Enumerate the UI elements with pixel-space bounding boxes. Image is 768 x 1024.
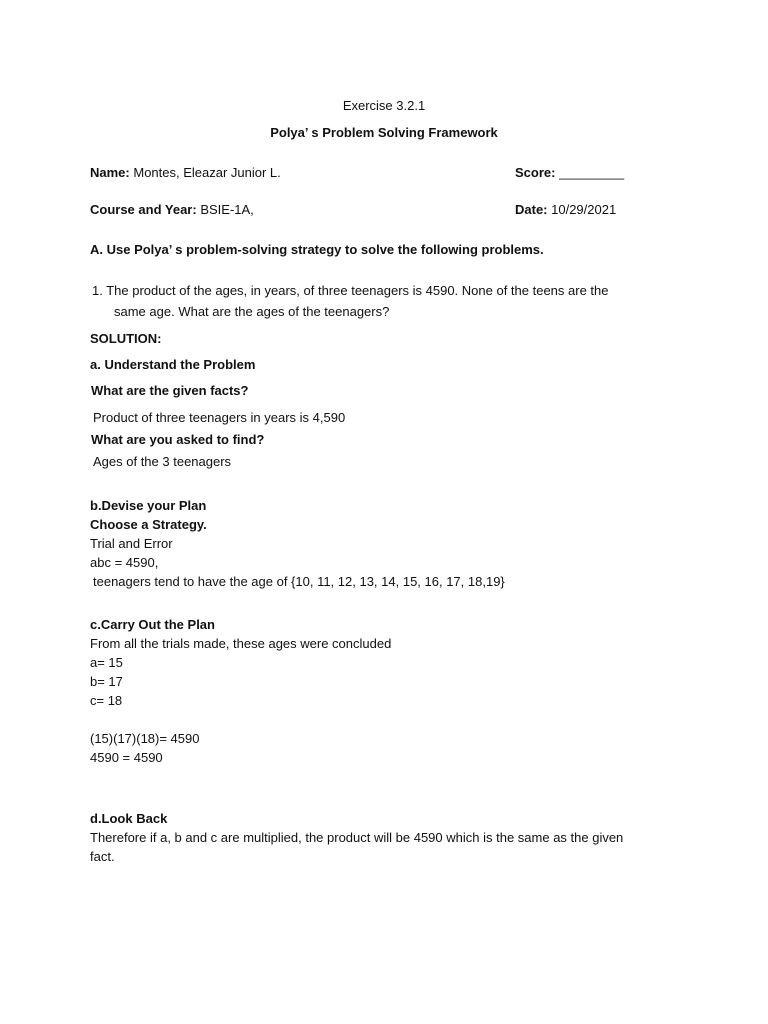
look-back-line-1: Therefore if a, b and c are multiplied, the product will be 4590 which is the same as the given bbox=[90, 830, 624, 845]
course-row bbox=[90, 201, 254, 219]
score-row bbox=[515, 164, 624, 182]
look-back-line-2: fact. bbox=[90, 849, 115, 864]
strategy-value: Trial and Error bbox=[90, 536, 173, 551]
date-value: 10/29/2021 bbox=[547, 202, 617, 217]
name-label: Name: bbox=[90, 165, 130, 180]
problem-text-1: The product of the ages, in years, of three teenagers is 4590. None of the teens are the bbox=[106, 283, 609, 298]
trials-intro: From all the trials made, these ages were concluded bbox=[90, 636, 392, 651]
given-facts-question: What are the given facts? bbox=[91, 383, 249, 398]
score-value: _________ bbox=[555, 165, 625, 180]
problem-line-2: same age. What are the ages of the teenagers? bbox=[114, 304, 390, 319]
find-question: What are you asked to find? bbox=[91, 432, 265, 447]
strategy-heading: Choose a Strategy. bbox=[90, 517, 207, 532]
step-a-heading: a. Understand the Problem bbox=[90, 357, 256, 372]
course-value: BSIE-1A, bbox=[196, 202, 254, 217]
score-label: Score: bbox=[515, 165, 556, 180]
problem-number: 1. bbox=[92, 283, 103, 298]
plan-equation: abc = 4590, bbox=[90, 555, 159, 570]
name-row bbox=[90, 164, 281, 182]
step-d-heading: d.Look Back bbox=[90, 811, 168, 826]
name-value: Montes, Eleazar Junior L. bbox=[129, 165, 281, 180]
find-answer: Ages of the 3 teenagers bbox=[93, 454, 232, 469]
plan-note: teenagers tend to have the age of {10, 11, 12, 13, 14, 15, 16, 17, 18,19} bbox=[93, 574, 505, 589]
date-label: Date: bbox=[515, 202, 548, 217]
solution-label: SOLUTION: bbox=[90, 331, 162, 346]
age-c: c= 18 bbox=[90, 693, 123, 708]
check-product: (15)(17)(18)= 4590 bbox=[90, 731, 200, 746]
step-b-heading: b.Devise your Plan bbox=[90, 498, 207, 513]
section-a-instruction: A. Use Polya’ s problem-solving strategy to solve the following problems. bbox=[90, 242, 544, 257]
date-row bbox=[515, 201, 616, 219]
step-c-heading: c.Carry Out the Plan bbox=[90, 617, 215, 632]
check-equality: 4590 = 4590 bbox=[90, 750, 163, 765]
problem-line-1 bbox=[92, 282, 609, 300]
age-a: a= 15 bbox=[90, 655, 123, 670]
course-label: Course and Year: bbox=[90, 202, 197, 217]
framework-title: Polya’ s Problem Solving Framework bbox=[270, 125, 498, 140]
exercise-number: Exercise 3.2.1 bbox=[342, 98, 426, 113]
age-b: b= 17 bbox=[90, 674, 123, 689]
given-facts-answer: Product of three teenagers in years is 4,590 bbox=[93, 410, 346, 425]
